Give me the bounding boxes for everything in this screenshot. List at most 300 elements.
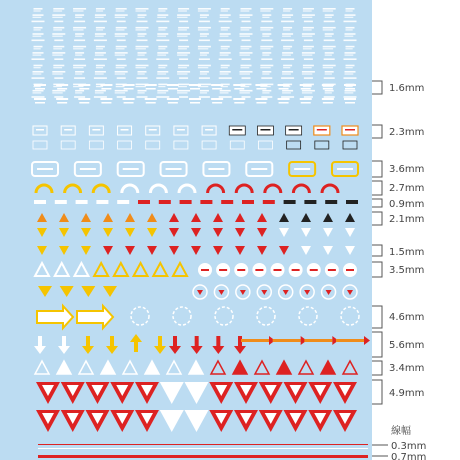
caution-text-mark	[136, 65, 149, 67]
caution-text-mark	[54, 58, 63, 60]
caution-text-mark	[198, 46, 211, 48]
caution-text-mark	[281, 21, 294, 23]
caution-text-mark	[115, 14, 128, 16]
caution-text-mark	[53, 27, 64, 29]
bar-arrow	[273, 339, 301, 342]
small-stencil-mark	[100, 98, 112, 100]
caution-text-mark	[323, 29, 333, 30]
small-stencil-mark	[233, 98, 245, 100]
caution-text-mark	[241, 65, 252, 67]
circle-sign-bar	[310, 269, 318, 271]
caution-text-mark	[96, 86, 103, 87]
caution-text-mark	[53, 65, 64, 67]
caution-text-mark	[283, 27, 292, 29]
caution-text-mark	[283, 10, 290, 11]
small-stencil-mark	[256, 102, 266, 104]
scale-label: 0.9mm	[389, 199, 425, 210]
scale-row-12	[372, 380, 424, 404]
caution-text-mark	[115, 52, 128, 54]
caution-text-mark	[33, 92, 42, 93]
caution-text-mark	[138, 71, 147, 73]
caution-text-mark	[282, 92, 291, 93]
caution-text-mark	[302, 17, 312, 18]
caution-text-mark	[75, 36, 82, 37]
caution-text-mark	[158, 86, 165, 87]
caution-text-mark	[54, 77, 63, 79]
scale-row-1	[372, 81, 424, 94]
caution-text-mark	[260, 86, 270, 87]
caution-text-mark	[323, 65, 336, 67]
caution-text-mark	[95, 73, 104, 74]
caution-text-mark	[262, 17, 269, 18]
small-strip	[346, 200, 358, 204]
small-stencil-mark	[322, 84, 334, 86]
caution-text-mark	[302, 73, 312, 74]
caution-text-mark	[33, 36, 42, 37]
caution-text-mark	[177, 17, 187, 18]
caution-text-mark	[282, 71, 293, 73]
caution-text-mark	[158, 48, 165, 49]
caution-text-mark	[219, 40, 232, 42]
boxed-label-text	[121, 129, 129, 131]
caution-text-mark	[283, 48, 290, 49]
caution-text-mark	[345, 17, 354, 18]
caution-text-mark	[304, 58, 313, 60]
caution-text-mark	[96, 10, 103, 11]
caution-text-mark	[52, 33, 65, 35]
line-width-label: 0.3mm	[391, 441, 427, 452]
caution-text-mark	[220, 52, 231, 54]
caution-text-mark	[260, 10, 270, 11]
small-stencil-mark	[34, 98, 46, 100]
caution-text-mark	[34, 67, 41, 68]
caution-text-mark	[75, 71, 84, 73]
caution-text-mark	[304, 96, 313, 98]
caution-text-mark	[220, 17, 229, 18]
boxed-label-text	[36, 129, 44, 131]
caution-text-mark	[346, 10, 353, 11]
caution-text-mark	[115, 92, 125, 93]
boxed-label-text	[177, 129, 185, 131]
caution-text-mark	[157, 71, 168, 73]
small-stencil-mark	[278, 98, 290, 100]
scale-label: 4.9mm	[389, 388, 425, 399]
caution-text-mark	[198, 48, 208, 49]
caution-text-mark	[178, 27, 189, 29]
caution-text-mark	[240, 73, 250, 74]
caution-text-mark	[302, 33, 315, 35]
caution-text-mark	[282, 17, 291, 18]
caution-text-mark	[324, 21, 335, 23]
caution-text-mark	[200, 14, 209, 16]
caution-text-mark	[325, 55, 332, 56]
boxed-label-text	[232, 129, 242, 131]
caution-text-mark	[283, 67, 290, 68]
caution-text-mark	[262, 90, 271, 92]
caution-text-mark	[177, 55, 187, 56]
caution-text-mark	[262, 52, 271, 54]
caution-text-mark	[75, 92, 82, 93]
caution-text-mark	[219, 96, 232, 98]
caution-text-mark	[324, 77, 335, 79]
caution-text-mark	[116, 27, 127, 29]
caution-text-mark	[96, 8, 105, 10]
small-strip	[304, 200, 316, 204]
scale-row-6	[372, 212, 424, 225]
caution-text-mark	[323, 27, 336, 29]
caution-text-mark	[157, 90, 168, 92]
caution-text-mark	[178, 48, 187, 49]
scale-row-8	[372, 262, 424, 277]
small-stencil-mark	[146, 102, 156, 104]
caution-text-mark	[96, 46, 105, 48]
caution-text-mark	[158, 84, 167, 86]
caution-text-mark	[138, 52, 147, 54]
small-stencil-mark	[35, 88, 45, 90]
caution-text-mark	[32, 96, 45, 98]
caution-text-mark	[200, 71, 209, 73]
small-strip	[180, 200, 192, 204]
circle-sign-bar	[346, 269, 354, 271]
caution-text-mark	[325, 73, 332, 74]
caution-text-mark	[262, 55, 269, 56]
size-scale	[372, 81, 426, 460]
caution-text-mark	[303, 27, 314, 29]
caution-text-mark	[283, 46, 292, 48]
caution-text-mark	[74, 21, 85, 23]
caution-text-mark	[303, 86, 312, 87]
rounded-panel-text	[337, 168, 353, 170]
caution-text-mark	[115, 73, 125, 74]
small-stencil-mark	[300, 84, 312, 86]
caution-text-mark	[53, 86, 62, 87]
caution-text-mark	[136, 67, 146, 68]
caution-text-mark	[116, 48, 125, 49]
caution-text-mark	[157, 55, 166, 56]
caution-text-mark	[200, 90, 209, 92]
caution-text-mark	[115, 17, 125, 18]
scale-row-2	[372, 125, 424, 138]
caution-text-mark	[344, 77, 357, 79]
caution-text-mark	[260, 48, 270, 49]
small-strip	[55, 200, 67, 204]
caution-text-mark	[325, 90, 334, 92]
caution-text-mark	[73, 86, 83, 87]
small-stencil-mark	[123, 84, 135, 86]
caution-text-mark	[33, 90, 44, 92]
caution-text-mark	[115, 90, 128, 92]
caution-text-mark	[136, 46, 149, 48]
caution-text-mark	[198, 86, 208, 87]
caution-text-mark	[283, 86, 290, 87]
caution-text-mark	[346, 29, 353, 30]
small-strip	[263, 200, 275, 204]
caution-text-mark	[115, 71, 128, 73]
small-strip	[284, 200, 296, 204]
caution-text-mark	[302, 14, 315, 16]
rounded-panel-text	[123, 168, 139, 170]
caution-text-mark	[117, 58, 126, 60]
small-stencil-mark	[145, 84, 157, 86]
small-stencil-mark	[56, 98, 68, 100]
circle-sign-bar	[237, 269, 245, 271]
caution-text-mark	[304, 40, 313, 42]
caution-text-mark	[138, 92, 145, 93]
caution-text-mark	[137, 96, 148, 98]
caution-text-mark	[138, 14, 147, 16]
caution-text-mark	[137, 40, 148, 42]
rounded-panel-text	[166, 168, 182, 170]
caution-text-mark	[157, 73, 166, 74]
caution-text-mark	[198, 29, 208, 30]
caution-text-mark	[75, 73, 82, 74]
caution-text-mark	[95, 33, 106, 35]
caution-text-mark	[302, 92, 312, 93]
caution-text-mark	[325, 92, 332, 93]
caution-text-mark	[242, 21, 251, 23]
caution-text-mark	[116, 86, 125, 87]
scale-label: 2.7mm	[389, 183, 425, 194]
caution-text-mark	[157, 52, 168, 54]
caution-text-mark	[34, 48, 41, 49]
caution-text-mark	[179, 40, 188, 42]
caution-text-mark	[303, 46, 314, 48]
caution-text-mark	[240, 36, 250, 37]
caution-text-mark	[136, 48, 146, 49]
rounded-panel-text	[208, 168, 224, 170]
bar-arrow	[241, 339, 269, 342]
small-strip	[76, 200, 88, 204]
caution-text-mark	[281, 58, 294, 60]
small-stencil-mark	[301, 102, 311, 104]
caution-text-mark	[95, 17, 104, 18]
caution-text-mark	[33, 14, 44, 16]
circle-sign-bar	[274, 269, 282, 271]
caution-text-mark	[282, 14, 293, 16]
caution-text-mark	[53, 10, 62, 11]
caution-text-mark	[156, 96, 169, 98]
small-stencil-mark	[124, 102, 134, 104]
caution-text-mark	[34, 65, 43, 67]
caution-text-mark	[75, 14, 84, 16]
caution-text-mark	[325, 33, 334, 35]
caution-text-mark	[199, 21, 210, 23]
caution-text-mark	[240, 55, 250, 56]
caution-text-mark	[220, 92, 229, 93]
caution-text-mark	[33, 17, 42, 18]
small-stencil-mark	[168, 88, 178, 90]
caution-text-mark	[136, 8, 149, 10]
caution-text-mark	[346, 67, 353, 68]
caution-text-mark	[324, 40, 335, 42]
caution-text-mark	[32, 77, 45, 79]
caution-text-mark	[282, 55, 291, 56]
small-stencil-mark	[211, 98, 223, 100]
caution-text-mark	[261, 21, 272, 23]
caution-text-mark	[200, 92, 207, 93]
small-strip	[242, 200, 254, 204]
caution-text-mark	[199, 77, 210, 79]
caution-text-mark	[73, 46, 86, 48]
caution-text-mark	[158, 46, 167, 48]
caution-text-mark	[241, 29, 250, 30]
caution-text-mark	[262, 14, 271, 16]
small-stencil-mark	[57, 102, 67, 104]
caution-text-mark	[157, 36, 166, 37]
small-stencil-mark	[322, 98, 334, 100]
boxed-label-text	[205, 129, 213, 131]
scale-row-11	[372, 361, 424, 375]
caution-text-mark	[178, 29, 187, 30]
caution-text-mark	[199, 96, 210, 98]
caution-text-mark	[157, 14, 168, 16]
line-width-label: 0.7mm	[391, 452, 427, 460]
caution-text-mark	[303, 48, 312, 49]
caution-text-mark	[177, 36, 187, 37]
boxed-label-text	[92, 129, 100, 131]
small-stencil-mark	[234, 88, 244, 90]
small-stencil-mark	[78, 98, 90, 100]
rounded-panel-text	[80, 168, 96, 170]
caution-text-mark	[138, 36, 145, 37]
small-stencil-mark	[79, 88, 89, 90]
caution-text-mark	[242, 96, 251, 98]
caution-text-mark	[32, 40, 45, 42]
caution-text-mark	[240, 52, 253, 54]
caution-text-mark	[262, 92, 269, 93]
caution-text-mark	[282, 90, 293, 92]
circle-sign-bar	[292, 269, 300, 271]
caution-text-mark	[158, 8, 167, 10]
scale-row-10	[372, 332, 424, 357]
boxed-label-text	[317, 129, 327, 131]
caution-text-mark	[241, 46, 252, 48]
caution-text-mark	[242, 58, 251, 60]
caution-text-mark	[116, 46, 127, 48]
caution-text-mark	[240, 17, 250, 18]
caution-text-mark	[52, 92, 62, 93]
small-stencil-mark	[78, 84, 90, 86]
scale-label: 3.4mm	[389, 363, 425, 374]
caution-text-mark	[52, 90, 65, 92]
scale-row-5	[372, 199, 424, 210]
caution-text-mark	[198, 27, 211, 29]
caution-text-mark	[138, 90, 147, 92]
caution-text-mark	[281, 96, 294, 98]
caution-text-mark	[282, 33, 293, 35]
caution-text-mark	[73, 67, 83, 68]
caution-text-mark	[260, 29, 270, 30]
caution-text-mark	[220, 36, 229, 37]
caution-text-mark	[156, 58, 169, 60]
caution-text-mark	[221, 86, 228, 87]
caution-text-mark	[53, 67, 62, 68]
small-stencil-mark	[101, 102, 111, 104]
caution-text-mark	[75, 90, 84, 92]
caution-text-mark	[240, 33, 253, 35]
caution-text-mark	[95, 14, 106, 16]
caution-text-mark	[95, 71, 106, 73]
caution-text-mark	[53, 29, 62, 30]
caution-text-mark	[74, 40, 85, 42]
caution-text-mark	[260, 65, 273, 67]
caution-text-mark	[241, 67, 250, 68]
small-stencil-mark	[323, 102, 333, 104]
small-stencil-mark	[56, 84, 68, 86]
caution-text-mark	[241, 27, 252, 29]
caution-text-mark	[241, 48, 250, 49]
caution-text-mark	[199, 58, 210, 60]
caution-text-mark	[303, 65, 314, 67]
caution-text-mark	[220, 14, 231, 16]
caution-text-mark	[345, 52, 356, 54]
caution-text-mark	[344, 40, 357, 42]
caution-text-mark	[262, 71, 271, 73]
caution-text-mark	[116, 65, 127, 67]
caution-text-mark	[138, 17, 145, 18]
caution-text-mark	[323, 67, 333, 68]
caution-text-mark	[345, 33, 356, 35]
small-stencil-mark	[101, 88, 111, 90]
caution-text-mark	[96, 29, 103, 30]
caution-text-mark	[158, 67, 165, 68]
small-stencil-mark	[344, 84, 356, 86]
caution-text-mark	[198, 10, 208, 11]
caution-text-mark	[324, 58, 335, 60]
small-strip	[200, 200, 212, 204]
caution-text-mark	[34, 46, 43, 48]
small-stencil-mark	[146, 88, 156, 90]
caution-text-mark	[116, 67, 125, 68]
caution-text-mark	[33, 73, 42, 74]
caution-text-mark	[177, 73, 187, 74]
small-stencil-mark	[35, 102, 45, 104]
caution-text-mark	[221, 8, 230, 10]
caution-text-mark	[200, 17, 207, 18]
caution-text-mark	[200, 33, 209, 35]
scale-row-7	[372, 245, 424, 258]
small-stencil-mark	[300, 98, 312, 100]
small-stencil-mark	[167, 98, 179, 100]
caution-text-mark	[221, 29, 228, 30]
caution-text-mark	[53, 48, 62, 49]
scale-label: 1.6mm	[389, 83, 425, 94]
small-stencil-mark	[57, 88, 67, 90]
line-width-title: 線幅	[391, 426, 411, 437]
caution-text-mark	[156, 21, 169, 23]
caution-text-mark	[115, 36, 125, 37]
caution-text-mark	[178, 46, 189, 48]
caution-text-mark	[261, 77, 272, 79]
small-strip	[221, 200, 233, 204]
small-stencil-mark	[190, 88, 200, 90]
small-stencil-mark	[100, 84, 112, 86]
caution-text-mark	[52, 17, 62, 18]
caution-text-mark	[200, 36, 207, 37]
caution-text-mark	[262, 36, 269, 37]
circle-sign-bar	[328, 269, 336, 271]
caution-text-mark	[221, 48, 228, 49]
caution-text-mark	[137, 21, 148, 23]
caution-text-mark	[200, 52, 209, 54]
caution-text-mark	[157, 17, 166, 18]
caution-text-mark	[221, 46, 230, 48]
small-stencil-mark	[345, 88, 355, 90]
caution-text-mark	[137, 58, 148, 60]
caution-text-mark	[221, 65, 230, 67]
caution-text-mark	[220, 33, 231, 35]
line-sample-thick	[38, 455, 368, 458]
